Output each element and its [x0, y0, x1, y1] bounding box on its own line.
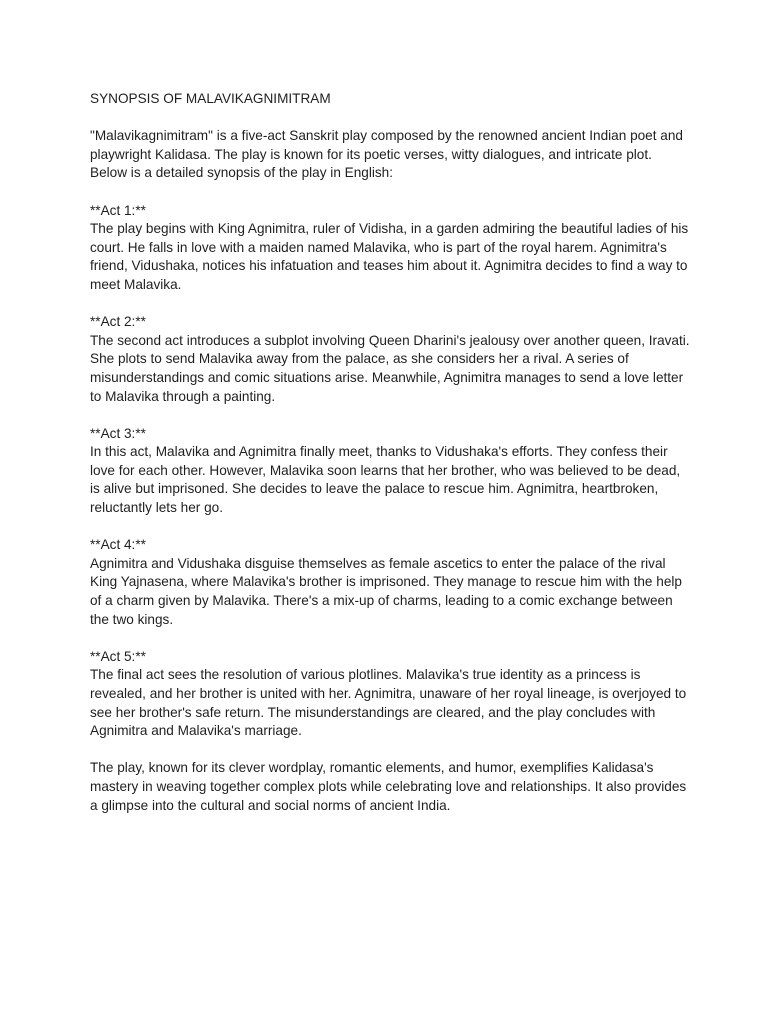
act-4-section [90, 536, 690, 629]
act-3-section [90, 425, 690, 518]
act-2-section [90, 313, 690, 406]
act-3-text: In this act, Malavika and Agnimitra finally meet, thanks to Vidushaka's efforts. They confess their love for each other. However, Malavika soon learns that her brother, who was believed to be dead, is alive but imprisoned. She decides to leave the palace to rescue him. Agnimitra, heartbroken, reluctantly lets her go. [90, 444, 681, 516]
act-4-heading: **Act 4:** [90, 537, 146, 553]
conclusion-paragraph: The play, known for its clever wordplay, romantic elements, and humor, exemplifies Kalidasa's mastery in weaving together complex plots while celebrating love and relationships. It also provides a glimpse into the cultural and social norms of ancient India. [90, 760, 687, 813]
act-5-text: The final act sees the resolution of various plotlines. Malavika's true identity as a princess is revealed, and her brother is united with her. Agnimitra, unaware of her royal lineage, is overjoyed to see her brother's safe return. The misunderstandings are cleared, and the play concludes with Agnimitra and Malavika's marriage. [90, 667, 687, 739]
act-3-heading: **Act 3:** [90, 425, 146, 441]
act-5-heading: **Act 5:** [90, 648, 146, 664]
act-5-section [90, 648, 690, 741]
intro-paragraph: "Malavikagnimitram" is a five-act Sanskrit play composed by the renowned ancient Indian poet and playwright Kalidasa. The play is known for its poetic verses, witty dialogues, and intricate plot. Below is a detailed synopsis of the play in English: [90, 128, 683, 181]
document-page [90, 90, 690, 834]
document-title: SYNOPSIS OF MALAVIKAGNIMITRAM [90, 91, 331, 106]
act-1-heading: **Act 1:** [90, 202, 146, 218]
act-1-section [90, 202, 690, 295]
act-1-text: The play begins with King Agnimitra, ruler of Vidisha, in a garden admiring the beautiful ladies of his court. He falls in love with a maiden named Malavika, who is part of the royal harem. Agnimitra's friend, Vidushaka, notices his infatuation and teases him about it. Agnimitra decides to find a way to meet Malavika. [90, 221, 689, 292]
act-4-text: Agnimitra and Vidushaka disguise themselves as female ascetics to enter the palace of the rival King Yajnasena, where Malavika's brother is imprisoned. They manage to rescue him with the help of a charm given by Malavika. There's a mix-up of charms, leading to a comic exchange between the two kings. [90, 555, 682, 627]
act-2-heading: **Act 2:** [90, 314, 146, 330]
act-2-text: The second act introduces a subplot involving Queen Dharini's jealousy over another queen, Iravati. She plots to send Malavika away from the palace, as she considers her a rival. A series of misunderstandings and comic situations arise. Meanwhile, Agnimitra manages to send a love letter to Malavika through a painting. [90, 332, 690, 404]
